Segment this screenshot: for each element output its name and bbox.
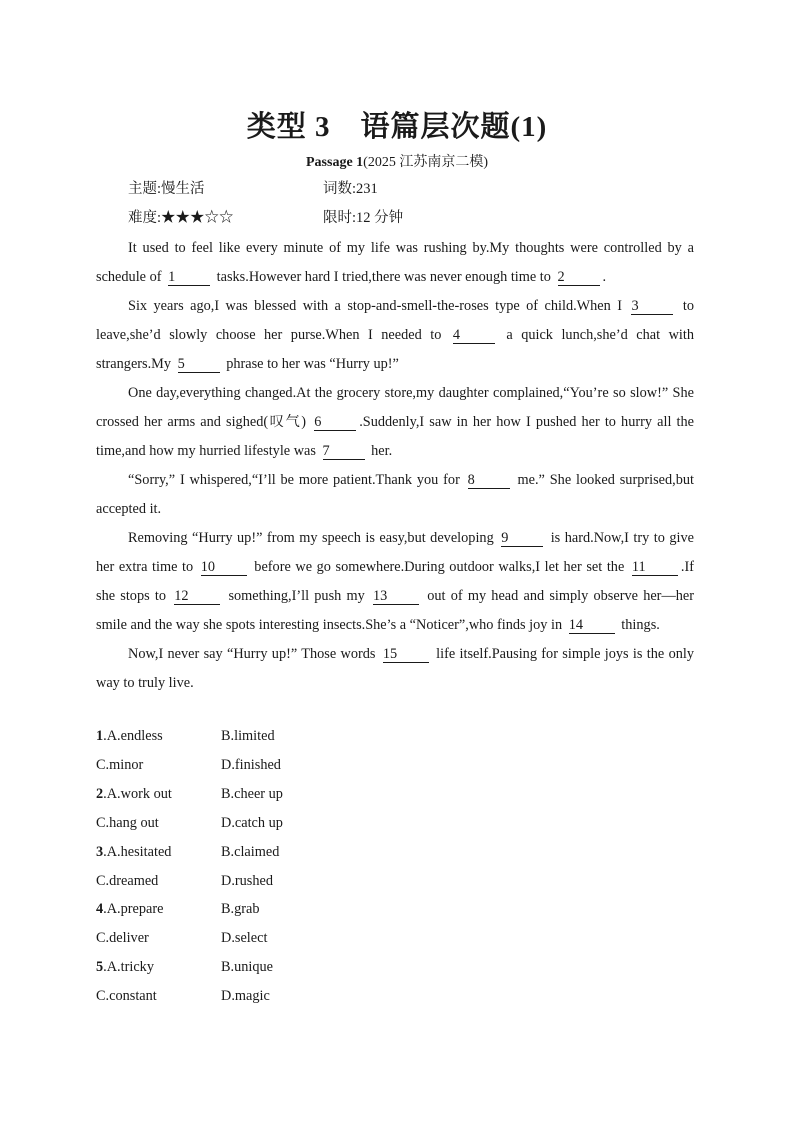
blank-15: 15 [383,646,429,663]
passage-paragraph [96,524,694,640]
paragraph-text: “Sorry,” I whispered,“I’ll be more patient.Thank you for [128,472,465,488]
question-1-row-cd [96,751,283,780]
paragraph-text: It used to feel like every minute of my life was rushing by.My thoughts were controlled by a schedule of [96,240,694,285]
option-d: D.rushed [221,872,274,889]
option-d: D.select [221,930,268,947]
paragraph-text: out of my head and simply observe her—her smile and the way she spots interesting insects.She’s a “Noticer”,who finds joy in [96,588,694,633]
option-c: C.minor [96,756,144,773]
option-c: C.hang out [96,814,159,831]
option-b: B.claimed [221,843,280,860]
time-limit: 限时:12 分钟 [323,210,404,226]
paragraph-text: is hard.Now,I try to give her extra time to [96,530,694,575]
passage-body [96,234,694,698]
blank-2: 2 [558,269,600,286]
question-2-row-ab [96,780,283,809]
difficulty-rating: 难度:★★★☆☆ [128,210,234,226]
blank-8: 8 [468,472,510,489]
option-b: B.grab [221,901,260,918]
passage-paragraph [96,234,694,292]
blank-7: 7 [323,443,365,460]
blank-6: 6 [314,414,356,431]
paragraph-text: a quick lunch,she’d chat with strangers.My [96,327,694,372]
question-number: 1 [96,728,104,744]
option-d: D.catch up [221,814,283,831]
paragraph-text: .If she stops to [96,559,694,604]
passage-paragraph [96,292,694,379]
option-c: C.constant [96,988,157,1005]
passage-source: (2025 江苏南京二模) [363,155,488,170]
option-c: C.deliver [96,930,149,947]
blank-3: 3 [631,298,673,315]
page-title: 类型 3 语篇层次题(1) [246,111,548,143]
question-number: 4 [96,901,104,918]
paragraph-text: life itself.Pausing for simple joys is the only way to truly live. [96,646,694,691]
paragraph-text: me.” She looked surprised,but accepted it. [96,472,694,517]
theme-label: 主题:慢生活 [128,181,205,197]
question-4-row-cd [96,924,283,953]
question-5-row-cd [96,982,283,1011]
question-number: 2 [96,785,104,802]
blank-9: 9 [501,530,543,547]
option-a [96,722,221,751]
options-list [96,722,283,1011]
paragraph-text: to leave,she’d slowly choose her purse.When I needed to [96,298,694,343]
word-count: 词数:231 [323,181,378,197]
paragraph-text: before we go somewhere.During outdoor walks,I let her set the [249,559,629,575]
paragraph-text: tasks.However hard I tried,there was never enough time to [213,269,555,285]
paragraph-text: phrase to her was “Hurry up!” [222,356,399,372]
blank-4: 4 [453,327,495,344]
paragraph-text: Six years ago,I was blessed with a stop-and-smell-the-roses type of child.When I [128,298,629,314]
question-2-row-cd [96,809,283,838]
option-a [96,895,221,924]
paragraph-text: One day,everything changed.At the grocery store,my daughter complained,“You’re so slow!” She crossed her arms and sighed(叹气) [96,385,694,430]
paragraph-text: her. [367,443,393,459]
option-c: C.dreamed [96,872,159,889]
option-b: B.limited [221,728,275,744]
option-a [96,780,221,809]
question-3-row-ab [96,838,283,867]
option-b: B.cheer up [221,785,283,802]
option-a-text: .A.endless [103,728,163,744]
paragraph-text: .Suddenly,I saw in her how I pushed her to hurry all the time,and how my hurried lifestyle was [96,414,694,459]
option-a-text: .A.hesitated [103,843,172,860]
paragraph-text: . [602,269,607,285]
question-number: 5 [96,959,104,976]
question-number: 3 [96,843,104,860]
blank-13: 13 [373,588,419,605]
blank-1: 1 [168,269,210,286]
paragraph-text: Now,I never say “Hurry up!” Those words [128,646,380,662]
blank-14: 14 [569,617,615,634]
option-a-text: .A.tricky [103,959,154,976]
option-a-text: .A.work out [103,785,172,802]
option-a [96,838,221,867]
question-5-row-ab [96,953,283,982]
question-3-row-cd [96,867,283,896]
blank-11: 11 [632,559,678,576]
blank-12: 12 [174,588,220,605]
passage-paragraph [96,379,694,466]
option-a [96,953,221,982]
passage-paragraph [96,466,694,524]
passage-paragraph [96,640,694,698]
passage-subtitle [0,151,794,171]
option-d: D.finished [221,756,281,773]
paragraph-text: Removing “Hurry up!” from my speech is easy,but developing [128,530,499,546]
blank-5: 5 [178,356,220,373]
option-d: D.magic [221,988,270,1005]
option-b: B.unique [221,959,274,976]
passage-label: Passage 1 [306,155,364,170]
question-1-row-ab [96,722,283,751]
option-a-text: .A.prepare [103,901,164,918]
question-4-row-ab [96,895,283,924]
blank-10: 10 [201,559,247,576]
paragraph-text: something,I’ll push my [223,588,370,604]
paragraph-text: things. [617,617,660,633]
